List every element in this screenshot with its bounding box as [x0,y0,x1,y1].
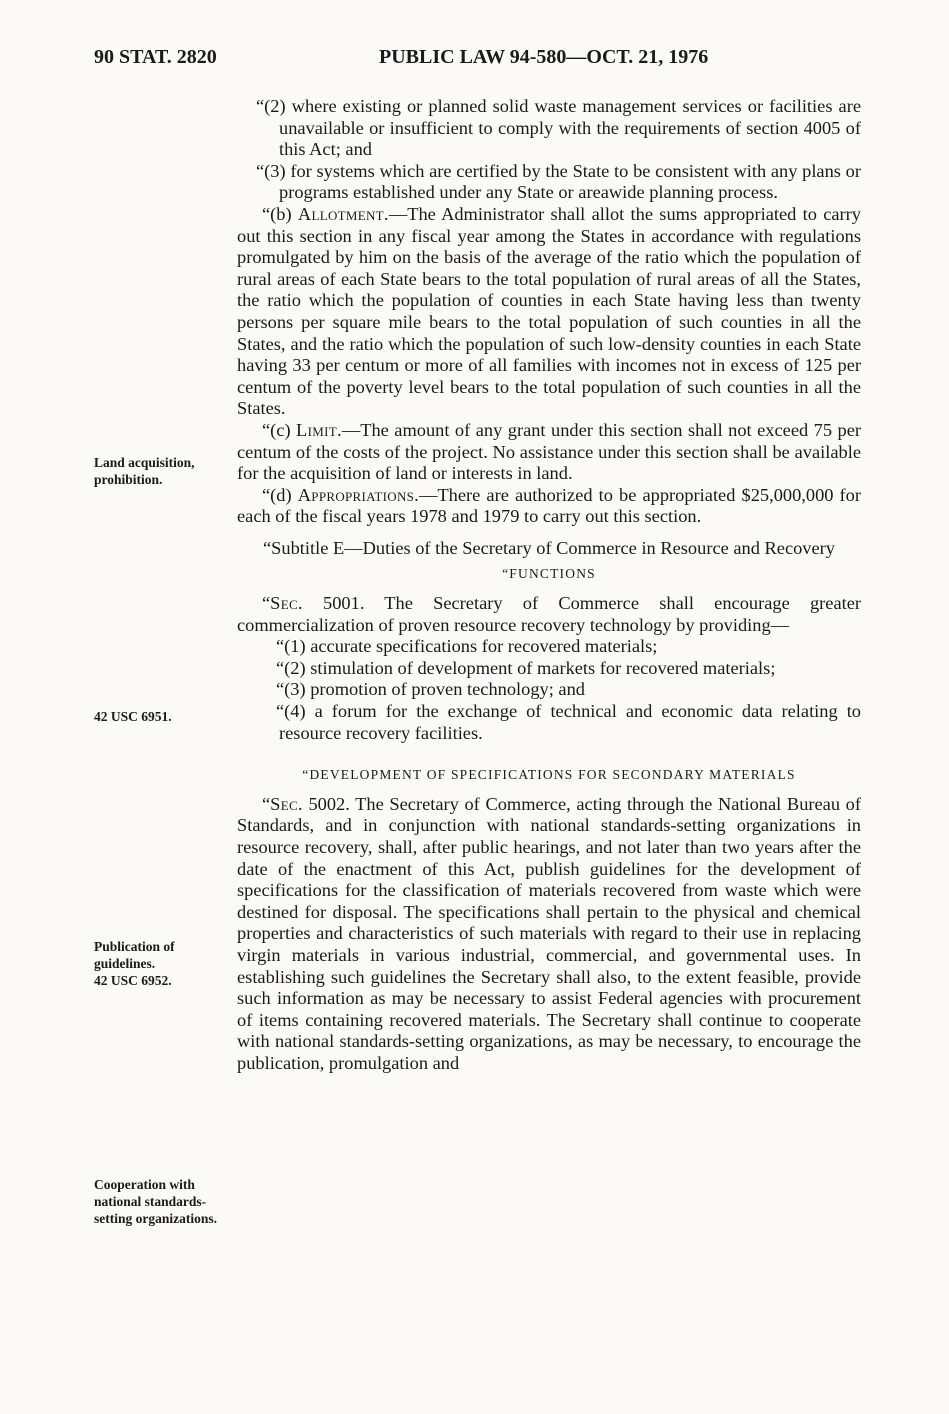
section-5002 [237,794,861,1075]
subsection-c-heading: Limit. [296,419,342,440]
function-item-2: “(2) stimulation of development of markets for recovered materials; [276,657,776,678]
subsection-d-lead: “(d) [262,484,298,505]
section-5002-heading: Sec. [270,793,303,814]
margin-note-usc-6952: 42 USC 6952. [94,973,172,988]
section-5001-text: 5001. The Secretary of Commerce shall encourage greater commercialization of proven resource recovery technology by providing— [237,593,861,635]
subsection-c [237,420,861,485]
margin-note-cooperation: Cooperation with national standards-setting organizations. [94,1177,217,1226]
section-gap [237,744,861,760]
margin-note-publication: Publication of guidelines. [94,939,175,971]
subsection-b-text: —The Administrator shall allot the sums appropriated to carry out this section in any fiscal year among the States in accordance with regulations promulgated by him on the basis of the average of the ratio which the population of rural areas of each State bears to the total population of rural areas of all the States, the ratio which the population of counties in each State having less than twenty persons per square mile bears to the total population of such counties in all the States, and the ratio which the population of such low-density counties in each State having 33 per centum or more of all families with incomes not in excess of 125 per centum of the poverty level bears to the total population of such counties in all the States. [237,203,861,419]
development-heading: “DEVELOPMENT OF SPECIFICATIONS FOR SECONDARY MATERIALS [302,767,796,783]
subsection-c-text: —The amount of any grant under this section shall not exceed 75 per centum of the costs of the project. No assistance under this section shall be available for the acquisition of land or interests in land. [237,419,861,484]
section-5001-heading: Sec. [270,593,303,614]
margin-note-usc-6951: 42 USC 6951. [94,709,172,724]
subsection-d [237,485,861,528]
statute-body [237,96,861,1075]
paragraph-3: “(3) for systems which are certified by the State to be consistent with any plans or programs established under any State or areawide planning process. [256,160,861,203]
section-5002-lead: “ [262,793,271,814]
section-5001-lead: “ [262,593,271,614]
section-5001 [237,593,861,636]
subsection-b [237,204,861,420]
subsection-b-heading: Allotment. [297,203,389,224]
page-header [94,46,864,76]
subtitle-e-heading: “Subtitle E—Duties of the Secretary of Commerce in Resource and Recovery [263,537,835,558]
function-item-1: “(1) accurate specifications for recovered materials; [276,636,658,657]
subsection-b-lead: “(b) [262,203,298,224]
subsection-d-text: —There are authorized to be appropriated $25,000,000 for each of the fiscal years 1978 and 1979 to carry out this section. [237,484,861,527]
paragraph-2: “(2) where existing or planned solid waste management services or facilities are unavailable or insufficient to comply with the requirements of section 4005 of this Act; and [256,96,861,160]
functions-heading: “FUNCTIONS [502,566,596,582]
function-item-4: “(4) a forum for the exchange of technical and economic data relating to resource recovery facilities. [276,701,861,743]
section-5002-text: 5002. The Secretary of Commerce, acting through the National Bureau of Standards, and in conjunction with national standards-setting organizations in resource recovery, shall, after public hearings, and not later than two years after the date of the enactment of this Act, publish guidelines for the development of specifications for the classification of materials recovered from waste which were destined for disposal. The specifications shall pertain to the physical and chemical properties and characteristics of such materials with regard to their use in replacing virgin materials in various industrial, commercial, and governmental uses. In establishing such guidelines the Secretary shall also, to the extent feasible, provide such information as may be necessary to assist Federal agencies with procurement of items containing recovered materials. The Secretary shall continue to cooperate with national standards-setting organizations, as may be necessary, to encourage the publication, promulgation and [237,793,861,1073]
margin-note-land-acquisition: Land acquisition, prohibition. [94,455,195,487]
statute-reference: 90 STAT. 2820 [94,46,217,68]
subsection-d-heading: Appropriations. [297,484,420,505]
function-item-3: “(3) promotion of proven technology; and [276,679,585,700]
subsection-c-lead: “(c) [262,419,297,440]
page-title: PUBLIC LAW 94-580—OCT. 21, 1976 [379,46,709,68]
